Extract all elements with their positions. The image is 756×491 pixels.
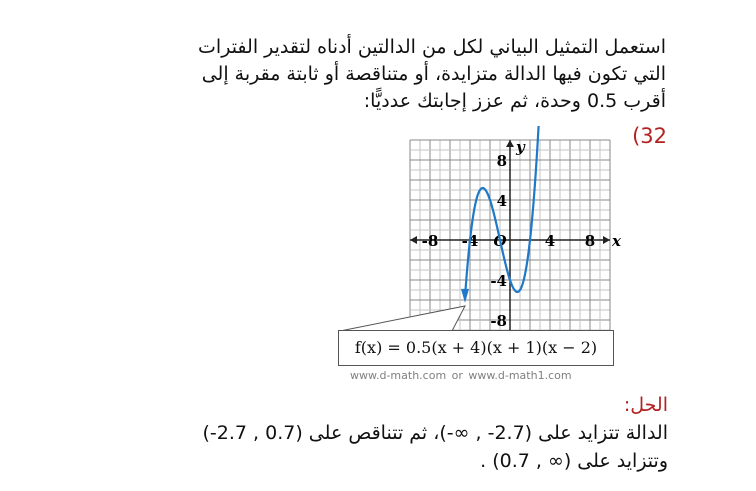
question-line: أقرب 0.5 وحدة، ثم عزز إجابتك عدديًّا: <box>363 90 666 112</box>
solution-line: الدالة تتزايد على (2.7- , ∞-)، ثم تتناقص على (0.7 , 2.7-) <box>202 422 668 444</box>
y-tick-label: 8 <box>496 152 507 170</box>
solution-text <box>28 419 668 475</box>
x-tick-label: -4 <box>461 232 479 250</box>
callout-pointer <box>340 306 465 331</box>
curve-arrow <box>461 289 469 303</box>
solution-label: الحل: <box>623 394 668 416</box>
tick-labels <box>422 138 622 330</box>
question-line: استعمل التمثيل البياني لكل من الدالتين أدناه لتقدير الفترات <box>198 36 666 58</box>
y-tick-label: 4 <box>496 192 507 210</box>
question-text <box>106 34 666 115</box>
y-axis-arrow <box>506 140 514 147</box>
solution-line: وتتزايد على (∞ , 0.7) . <box>480 450 668 472</box>
y-axis-label: y <box>516 138 525 156</box>
x-axis-label: x <box>612 232 621 250</box>
question-number: (32 <box>632 124 667 148</box>
x-tick-label: 4 <box>544 232 556 250</box>
y-tick-label: -8 <box>490 312 507 330</box>
question-line: التي تكون فيها الدالة متزايدة، أو متناقصة أو ثابتة مقربة إلى <box>201 63 666 85</box>
x-axis-arrow <box>410 236 417 244</box>
x-tick-label: O <box>493 232 507 250</box>
watermark: www.d-math.com or www.d-math1.com <box>350 369 572 382</box>
formula-box: f(x) = 0.5(x + 4)(x + 1)(x − 2) <box>338 330 614 366</box>
y-tick-label: -4 <box>490 272 507 290</box>
x-axis-arrow <box>603 236 610 244</box>
x-tick-label: -8 <box>421 232 439 250</box>
x-tick-label: 8 <box>584 232 596 250</box>
